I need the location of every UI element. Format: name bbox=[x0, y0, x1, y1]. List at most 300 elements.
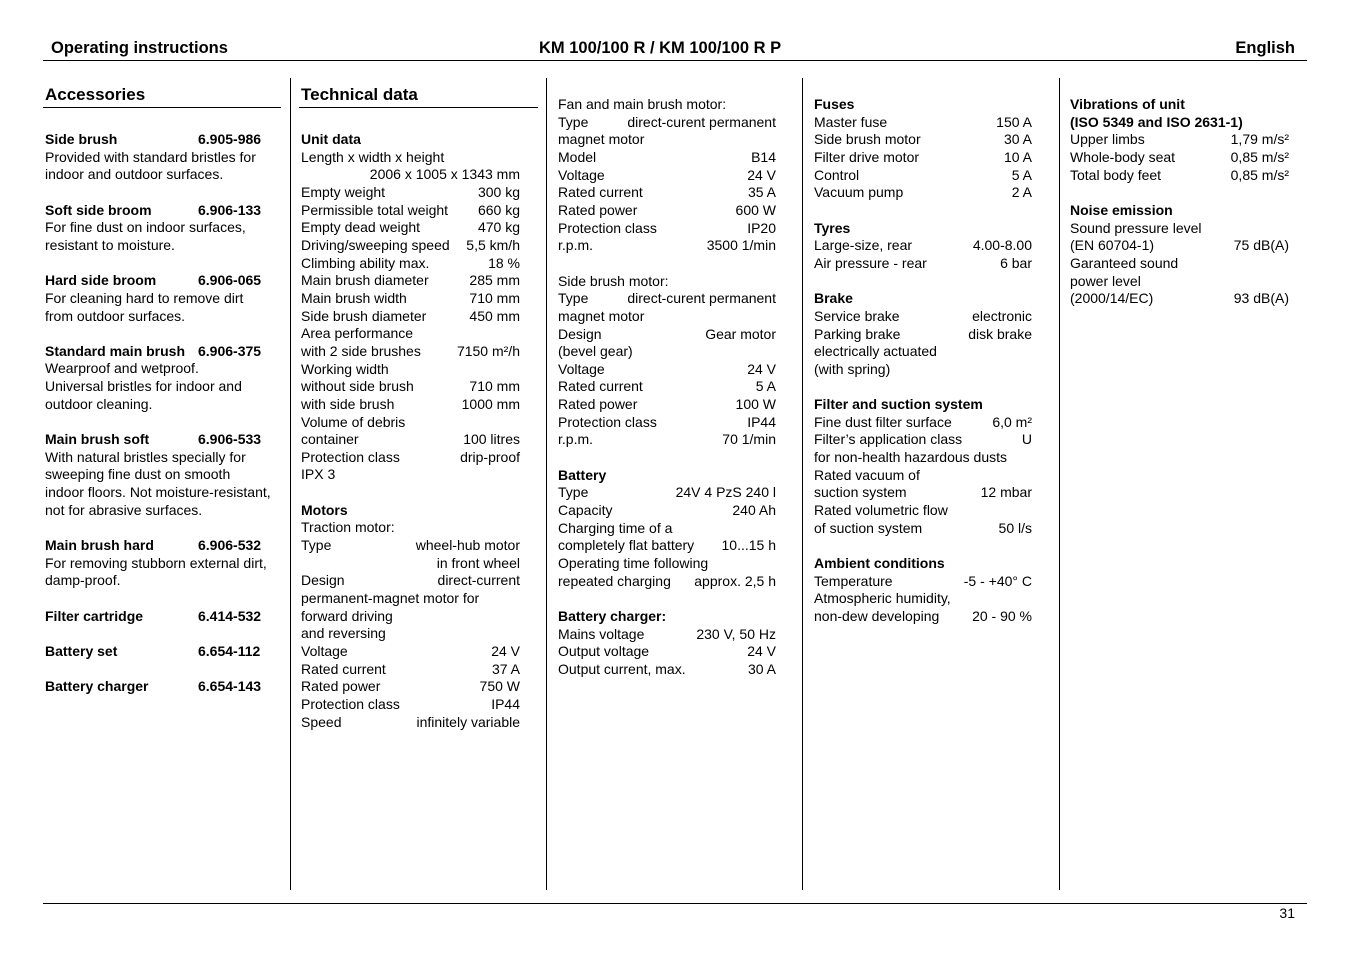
unit-data-heading: Unit data bbox=[301, 131, 361, 147]
spec-label: Air pressure - rear bbox=[814, 254, 927, 271]
spec-label: with side brush bbox=[301, 395, 395, 412]
spacer bbox=[45, 519, 281, 537]
accessory-item bbox=[45, 131, 281, 202]
spec-row bbox=[301, 184, 520, 202]
spec-label: Permissible total weight bbox=[301, 201, 449, 218]
spec-row bbox=[1070, 290, 1289, 308]
brake-text bbox=[814, 343, 1032, 378]
accessory-name: Main brush hard bbox=[45, 537, 154, 554]
spec-value-cont: magnet motor bbox=[558, 307, 645, 324]
spec-row bbox=[301, 678, 520, 696]
spec-value: IP20 bbox=[747, 219, 776, 236]
accessory-code: 6.414-532 bbox=[198, 607, 262, 624]
spec-label: Side brush motor bbox=[814, 131, 921, 148]
spec-label: Empty weight bbox=[301, 183, 386, 200]
motors-heading: Motors bbox=[301, 501, 348, 518]
spec-row bbox=[558, 184, 776, 202]
spec-text: for non-health hazardous dusts bbox=[814, 449, 1008, 466]
spec-value: 30 A bbox=[1003, 131, 1032, 148]
spec-row bbox=[558, 661, 776, 679]
spec-value: 6 bar bbox=[1000, 254, 1032, 271]
spec-value: B14 bbox=[751, 148, 776, 165]
spec-text: Rated volumetric flow bbox=[814, 502, 948, 519]
accessory-code: 6.654-143 bbox=[198, 678, 262, 695]
spec-row bbox=[301, 237, 520, 255]
motor-battery-column bbox=[558, 96, 776, 679]
spec-value: 3500 1/min bbox=[706, 237, 776, 254]
side-motor-label: Side brush motor: bbox=[558, 272, 669, 289]
accessory-description: For removing stubborn external dirt, bbox=[45, 554, 267, 571]
spec-text: and reversing bbox=[301, 625, 386, 642]
spec-text: permanent-magnet motor for bbox=[301, 590, 480, 607]
spec-value: 5,5 km/h bbox=[466, 236, 520, 253]
design-text bbox=[301, 590, 520, 643]
accessory-name: Side brush bbox=[45, 131, 118, 147]
charge-time-label: Charging time of a bbox=[558, 519, 673, 536]
spec-label: Protection class bbox=[558, 219, 657, 236]
spec-value: U bbox=[1021, 431, 1032, 448]
spec-row bbox=[558, 149, 776, 167]
spec-value: 4.00-8.00 bbox=[972, 237, 1032, 254]
accessory-description: With natural bristles specially for bbox=[45, 448, 246, 465]
accessory-description: indoor floors. Not moisture-resistant, bbox=[45, 484, 271, 501]
spec-value: 450 mm bbox=[469, 307, 520, 324]
spec-value: 230 V, 50 Hz bbox=[696, 625, 776, 642]
spacer bbox=[45, 325, 281, 343]
accessory-description: not for abrasive surfaces. bbox=[45, 501, 203, 518]
vibration-noise-column bbox=[1070, 96, 1289, 308]
accessory-header bbox=[45, 202, 281, 220]
spec-value: 10...15 h bbox=[721, 537, 776, 554]
spec-label: Protection class bbox=[558, 413, 657, 430]
column-divider bbox=[546, 78, 547, 890]
technical-data-title-rule bbox=[299, 107, 538, 108]
battery-table bbox=[558, 484, 776, 519]
spec-label: Total body feet bbox=[1070, 166, 1162, 183]
fuses-heading: Fuses bbox=[814, 96, 855, 112]
accessory-code: 6.906-533 bbox=[198, 431, 262, 448]
column-divider bbox=[290, 78, 291, 890]
spec-value: IP44 bbox=[491, 695, 520, 712]
battery-heading: Battery bbox=[558, 466, 607, 483]
spec-value: 1,79 m/s² bbox=[1230, 131, 1289, 148]
spec-value: 0,85 m/s² bbox=[1230, 166, 1289, 183]
spec-row bbox=[814, 167, 1032, 185]
spec-label: Fine dust filter surface bbox=[814, 413, 952, 430]
traction-motor-table bbox=[301, 643, 520, 731]
spec-row bbox=[558, 484, 776, 502]
technical-data-title: Technical data bbox=[301, 85, 418, 104]
spacer bbox=[45, 625, 281, 643]
spec-value: 5 A bbox=[1011, 166, 1032, 183]
spec-label: (2000/14/EC) bbox=[1070, 290, 1154, 307]
traction-motor-label: Traction motor: bbox=[301, 519, 395, 536]
spec-row bbox=[814, 131, 1032, 149]
spec-row bbox=[814, 184, 1032, 202]
accessory-header bbox=[45, 678, 281, 696]
spec-label: Parking brake bbox=[814, 325, 901, 342]
spec-value: drip-proof bbox=[460, 448, 520, 465]
accessories-title: Accessories bbox=[45, 85, 146, 104]
spec-label: without side brush bbox=[301, 378, 414, 395]
spec-value: 750 W bbox=[479, 678, 520, 695]
spec-value: direct-curent permanent bbox=[627, 113, 776, 130]
accessory-description: from outdoor surfaces. bbox=[45, 307, 186, 324]
spec-value: 6,0 m² bbox=[992, 413, 1032, 430]
accessory-item bbox=[45, 272, 281, 343]
spec-row bbox=[301, 643, 520, 661]
spec-label: Main brush width bbox=[301, 289, 407, 306]
spec-row bbox=[558, 378, 776, 396]
spec-row bbox=[301, 272, 520, 290]
spec-value-cont: in front wheel bbox=[436, 554, 520, 571]
spec-row bbox=[814, 114, 1032, 132]
accessory-description: resistant to moisture. bbox=[45, 236, 175, 253]
spec-text: power level bbox=[1070, 272, 1141, 289]
spec-value: 30 A bbox=[747, 660, 776, 677]
accessory-item bbox=[45, 431, 281, 537]
spec-value: 2 A bbox=[1011, 184, 1032, 201]
spec-row bbox=[814, 520, 1032, 538]
spec-row bbox=[301, 325, 520, 343]
spec-label: Design bbox=[558, 325, 602, 342]
spec-label: Rated power bbox=[558, 396, 638, 413]
brake-heading: Brake bbox=[814, 290, 853, 307]
header-language: English bbox=[1235, 39, 1295, 57]
spec-label: Empty dead weight bbox=[301, 219, 421, 236]
spec-text: Sound pressure level bbox=[1070, 219, 1202, 236]
spacer bbox=[45, 255, 281, 273]
spec-value: electronic bbox=[972, 307, 1032, 324]
spec-label: Design bbox=[301, 572, 345, 589]
spec-row bbox=[301, 431, 520, 449]
spec-row bbox=[1070, 149, 1289, 167]
spacer bbox=[45, 413, 281, 431]
spec-label: Working width bbox=[301, 360, 389, 377]
spec-label-cont: (bevel gear) bbox=[558, 343, 633, 360]
spec-value: 75 dB(A) bbox=[1233, 237, 1289, 254]
accessory-header bbox=[45, 431, 281, 449]
spec-label: Area performance bbox=[301, 325, 414, 342]
spec-label: Large-size, rear bbox=[814, 237, 913, 254]
spec-row bbox=[814, 326, 1032, 344]
spec-value: 93 dB(A) bbox=[1233, 290, 1289, 307]
spec-label: Type bbox=[558, 113, 589, 130]
accessory-code: 6.906-532 bbox=[198, 537, 262, 554]
column-divider bbox=[802, 78, 803, 890]
spec-row bbox=[1070, 167, 1289, 185]
spec-row bbox=[301, 378, 520, 396]
spec-row bbox=[558, 502, 776, 520]
spec-row bbox=[558, 573, 776, 591]
spec-row bbox=[558, 290, 776, 308]
spec-value: wheel-hub motor bbox=[415, 537, 520, 554]
spec-label: Temperature bbox=[814, 572, 893, 589]
spec-row bbox=[1070, 131, 1289, 149]
fuses-table bbox=[814, 114, 1032, 202]
spec-label: r.p.m. bbox=[558, 431, 594, 448]
vibrations-table bbox=[1070, 131, 1289, 184]
spec-value: 24 V bbox=[747, 643, 776, 660]
spacer bbox=[45, 661, 281, 679]
spec-text: Garanteed sound bbox=[1070, 254, 1179, 271]
spec-row bbox=[301, 449, 520, 467]
accessory-name: Main brush soft bbox=[45, 431, 150, 448]
spec-label: Type bbox=[558, 484, 589, 501]
accessory-item bbox=[45, 202, 281, 273]
accessory-description: damp-proof. bbox=[45, 572, 121, 589]
spec-label: Type bbox=[558, 290, 589, 307]
spec-label: Voltage bbox=[558, 360, 605, 377]
spec-label: with 2 side brushes bbox=[301, 342, 421, 359]
accessory-description: indoor and outdoor surfaces. bbox=[45, 166, 224, 183]
spec-value: 24 V bbox=[491, 643, 520, 660]
spec-label: Main brush diameter bbox=[301, 272, 429, 289]
spacer bbox=[45, 184, 281, 202]
accessory-header bbox=[45, 643, 281, 661]
spec-row bbox=[558, 220, 776, 238]
spec-label: repeated charging bbox=[558, 572, 671, 589]
spec-row bbox=[558, 167, 776, 185]
spec-value: 24 V bbox=[747, 360, 776, 377]
spec-row bbox=[558, 326, 776, 344]
spec-label: Protection class bbox=[301, 695, 400, 712]
spec-row bbox=[301, 255, 520, 273]
spec-row bbox=[814, 308, 1032, 326]
accessory-description: Provided with standard bristles for bbox=[45, 148, 256, 165]
accessory-item bbox=[45, 608, 281, 643]
spec-value: 70 1/min bbox=[722, 431, 776, 448]
spec-label: Side brush diameter bbox=[301, 307, 427, 324]
spec-row bbox=[558, 414, 776, 432]
spec-value: 100 litres bbox=[463, 431, 520, 448]
filter-heading: Filter and suction system bbox=[814, 396, 983, 413]
spec-value: IP44 bbox=[747, 413, 776, 430]
accessory-item bbox=[45, 678, 281, 696]
spec-label: Rated power bbox=[558, 201, 638, 218]
spec-value: 18 % bbox=[488, 254, 520, 271]
spec-value: disk brake bbox=[968, 325, 1032, 342]
spec-label: Output current, max. bbox=[558, 660, 686, 677]
spec-label: Rated current bbox=[558, 184, 643, 201]
spec-row bbox=[814, 255, 1032, 273]
spec-value: 12 mbar bbox=[980, 484, 1032, 501]
accessory-name: Filter cartridge bbox=[45, 607, 144, 624]
spec-label: Protection class bbox=[301, 448, 400, 465]
spec-value: 285 mm bbox=[469, 272, 520, 289]
technical-data-column bbox=[301, 131, 520, 731]
spec-label: Model bbox=[558, 148, 597, 165]
spec-value-cont: magnet motor bbox=[558, 131, 645, 148]
spec-row bbox=[301, 219, 520, 237]
spec-row bbox=[558, 114, 776, 132]
spec-text: (with spring) bbox=[814, 360, 891, 377]
spec-value: 10 A bbox=[1003, 148, 1032, 165]
accessory-code: 6.906-133 bbox=[198, 201, 262, 218]
spec-label: Speed bbox=[301, 713, 342, 730]
spec-value: 50 l/s bbox=[998, 519, 1032, 536]
spec-value: direct-curent permanent bbox=[627, 290, 776, 307]
spec-label: Upper limbs bbox=[1070, 131, 1145, 148]
spec-label: Volume of debris bbox=[301, 413, 406, 430]
spec-row bbox=[558, 237, 776, 255]
accessory-header bbox=[45, 343, 281, 361]
spec-row bbox=[301, 572, 520, 590]
spec-value: 470 kg bbox=[477, 219, 520, 236]
accessory-description: For fine dust on indoor surfaces, bbox=[45, 219, 246, 236]
spec-value: direct-current bbox=[437, 572, 520, 589]
spec-text: electrically actuated bbox=[814, 343, 937, 360]
spec-label: r.p.m. bbox=[558, 237, 594, 254]
spec-label: Climbing ability max. bbox=[301, 254, 430, 271]
spec-label: Filter’s application class bbox=[814, 431, 963, 448]
spec-row bbox=[814, 414, 1032, 432]
spec-row bbox=[301, 466, 520, 484]
spec-row bbox=[301, 308, 520, 326]
spec-row bbox=[301, 714, 520, 732]
spec-label: Service brake bbox=[814, 307, 900, 324]
side-motor-table bbox=[558, 361, 776, 449]
accessory-code: 6.905-986 bbox=[198, 131, 262, 147]
spec-row bbox=[558, 643, 776, 661]
accessory-code: 6.906-375 bbox=[198, 342, 262, 359]
tyres-heading: Tyres bbox=[814, 219, 851, 236]
spec-row bbox=[814, 573, 1032, 591]
spec-row bbox=[301, 696, 520, 714]
spec-row bbox=[558, 431, 776, 449]
spec-value: approx. 2,5 h bbox=[694, 572, 776, 589]
spec-row bbox=[301, 343, 520, 361]
spec-row bbox=[301, 414, 520, 432]
battery-charger-table bbox=[558, 626, 776, 679]
spec-value: Gear motor bbox=[705, 325, 776, 342]
spec-label: Mains voltage bbox=[558, 625, 645, 642]
spec-value: 100 W bbox=[735, 396, 776, 413]
battery-charger-heading: Battery charger: bbox=[558, 607, 667, 624]
accessory-name: Battery set bbox=[45, 642, 118, 659]
spec-label: Driving/sweeping speed bbox=[301, 236, 450, 253]
spec-label: Voltage bbox=[301, 643, 348, 660]
spec-row bbox=[301, 290, 520, 308]
accessory-item bbox=[45, 537, 281, 608]
accessory-header bbox=[45, 272, 281, 290]
brake-table bbox=[814, 308, 1032, 343]
spec-label: Rated power bbox=[301, 678, 381, 695]
column-divider bbox=[1059, 78, 1060, 890]
spec-text: Atmospheric humidity, bbox=[814, 590, 951, 607]
footer-rule bbox=[43, 903, 1307, 904]
spec-label: (EN 60704-1) bbox=[1070, 237, 1155, 254]
spec-row bbox=[814, 237, 1032, 255]
tyres-table bbox=[814, 237, 1032, 272]
spec-text: Rated vacuum of bbox=[814, 466, 920, 483]
header-model-title: KM 100/100 R / KM 100/100 R P bbox=[539, 39, 782, 57]
spec-label: Whole-body seat bbox=[1070, 148, 1176, 165]
spacer bbox=[45, 590, 281, 608]
spec-row bbox=[814, 431, 1032, 449]
spec-label: Output voltage bbox=[558, 643, 650, 660]
vibrations-standard: (ISO 5349 and ISO 2631-1) bbox=[1070, 113, 1243, 130]
accessory-name: Soft side broom bbox=[45, 201, 152, 218]
accessory-name: Hard side broom bbox=[45, 272, 157, 289]
accessories-list bbox=[45, 131, 281, 696]
spec-label: Master fuse bbox=[814, 113, 888, 130]
page-number: 31 bbox=[1279, 905, 1295, 921]
dims-value: 2006 x 1005 x 1343 mm bbox=[369, 166, 520, 183]
operating-time-label: Operating time following bbox=[558, 555, 709, 572]
spec-value: 300 kg bbox=[477, 183, 520, 200]
spec-label: Control bbox=[814, 166, 860, 183]
accessory-code: 6.906-065 bbox=[198, 272, 262, 289]
fan-motor-table bbox=[558, 149, 776, 255]
spec-value: 710 mm bbox=[469, 289, 520, 306]
spec-value: 240 Ah bbox=[732, 502, 776, 519]
spec-value: 24V 4 PzS 240 l bbox=[675, 484, 776, 501]
accessory-description: sweeping fine dust on smooth bbox=[45, 466, 231, 483]
fuses-column bbox=[814, 96, 1032, 626]
spec-row bbox=[558, 626, 776, 644]
spec-row bbox=[1070, 237, 1289, 255]
spec-row bbox=[558, 361, 776, 379]
accessory-description: For cleaning hard to remove dirt bbox=[45, 289, 244, 306]
spec-row bbox=[301, 661, 520, 679]
spec-value: 20 - 90 % bbox=[972, 607, 1032, 624]
spec-label: Filter drive motor bbox=[814, 148, 920, 165]
header-left-title: Operating instructions bbox=[51, 39, 228, 57]
spec-value: 0,85 m/s² bbox=[1230, 148, 1289, 165]
spec-label: Vacuum pump bbox=[814, 184, 904, 201]
spec-label: of suction system bbox=[814, 519, 923, 536]
spec-row bbox=[558, 202, 776, 220]
spec-label: non-dew developing bbox=[814, 607, 940, 624]
accessory-description: Universal bristles for indoor and bbox=[45, 378, 242, 395]
spec-value: 600 W bbox=[735, 201, 776, 218]
spec-label: completely flat battery bbox=[558, 537, 695, 554]
ambient-heading: Ambient conditions bbox=[814, 555, 945, 571]
spec-row bbox=[814, 484, 1032, 502]
spec-row bbox=[301, 396, 520, 414]
spec-value: 5 A bbox=[755, 378, 776, 395]
accessory-header bbox=[45, 537, 281, 555]
spec-row bbox=[301, 537, 520, 555]
spec-value: 35 A bbox=[747, 184, 776, 201]
spec-label: Capacity bbox=[558, 502, 613, 519]
spec-row bbox=[814, 149, 1032, 167]
spec-label: Rated current bbox=[301, 660, 386, 677]
accessories-title-rule bbox=[43, 107, 281, 108]
accessory-header bbox=[45, 131, 281, 149]
accessory-description: Wearproof and wetproof. bbox=[45, 360, 199, 377]
spec-value: 1000 mm bbox=[461, 395, 520, 412]
noise-heading: Noise emission bbox=[1070, 201, 1173, 218]
spec-value: 37 A bbox=[491, 660, 520, 677]
accessory-item bbox=[45, 343, 281, 431]
dims-label: Length x width x height bbox=[301, 148, 445, 165]
accessory-name: Battery charger bbox=[45, 678, 149, 695]
spec-text: forward driving bbox=[301, 607, 393, 624]
spec-label: container bbox=[301, 431, 359, 448]
spec-label: Voltage bbox=[558, 166, 605, 183]
spec-label: Type bbox=[301, 537, 332, 554]
spec-row bbox=[558, 537, 776, 555]
spec-value: 710 mm bbox=[469, 378, 520, 395]
fan-motor-label: Fan and main brush motor: bbox=[558, 96, 727, 112]
spec-value: 24 V bbox=[747, 166, 776, 183]
spec-row bbox=[301, 361, 520, 379]
accessory-code: 6.654-112 bbox=[198, 642, 261, 659]
vibrations-heading: Vibrations of unit bbox=[1070, 96, 1185, 112]
unit-data-table bbox=[301, 184, 520, 484]
